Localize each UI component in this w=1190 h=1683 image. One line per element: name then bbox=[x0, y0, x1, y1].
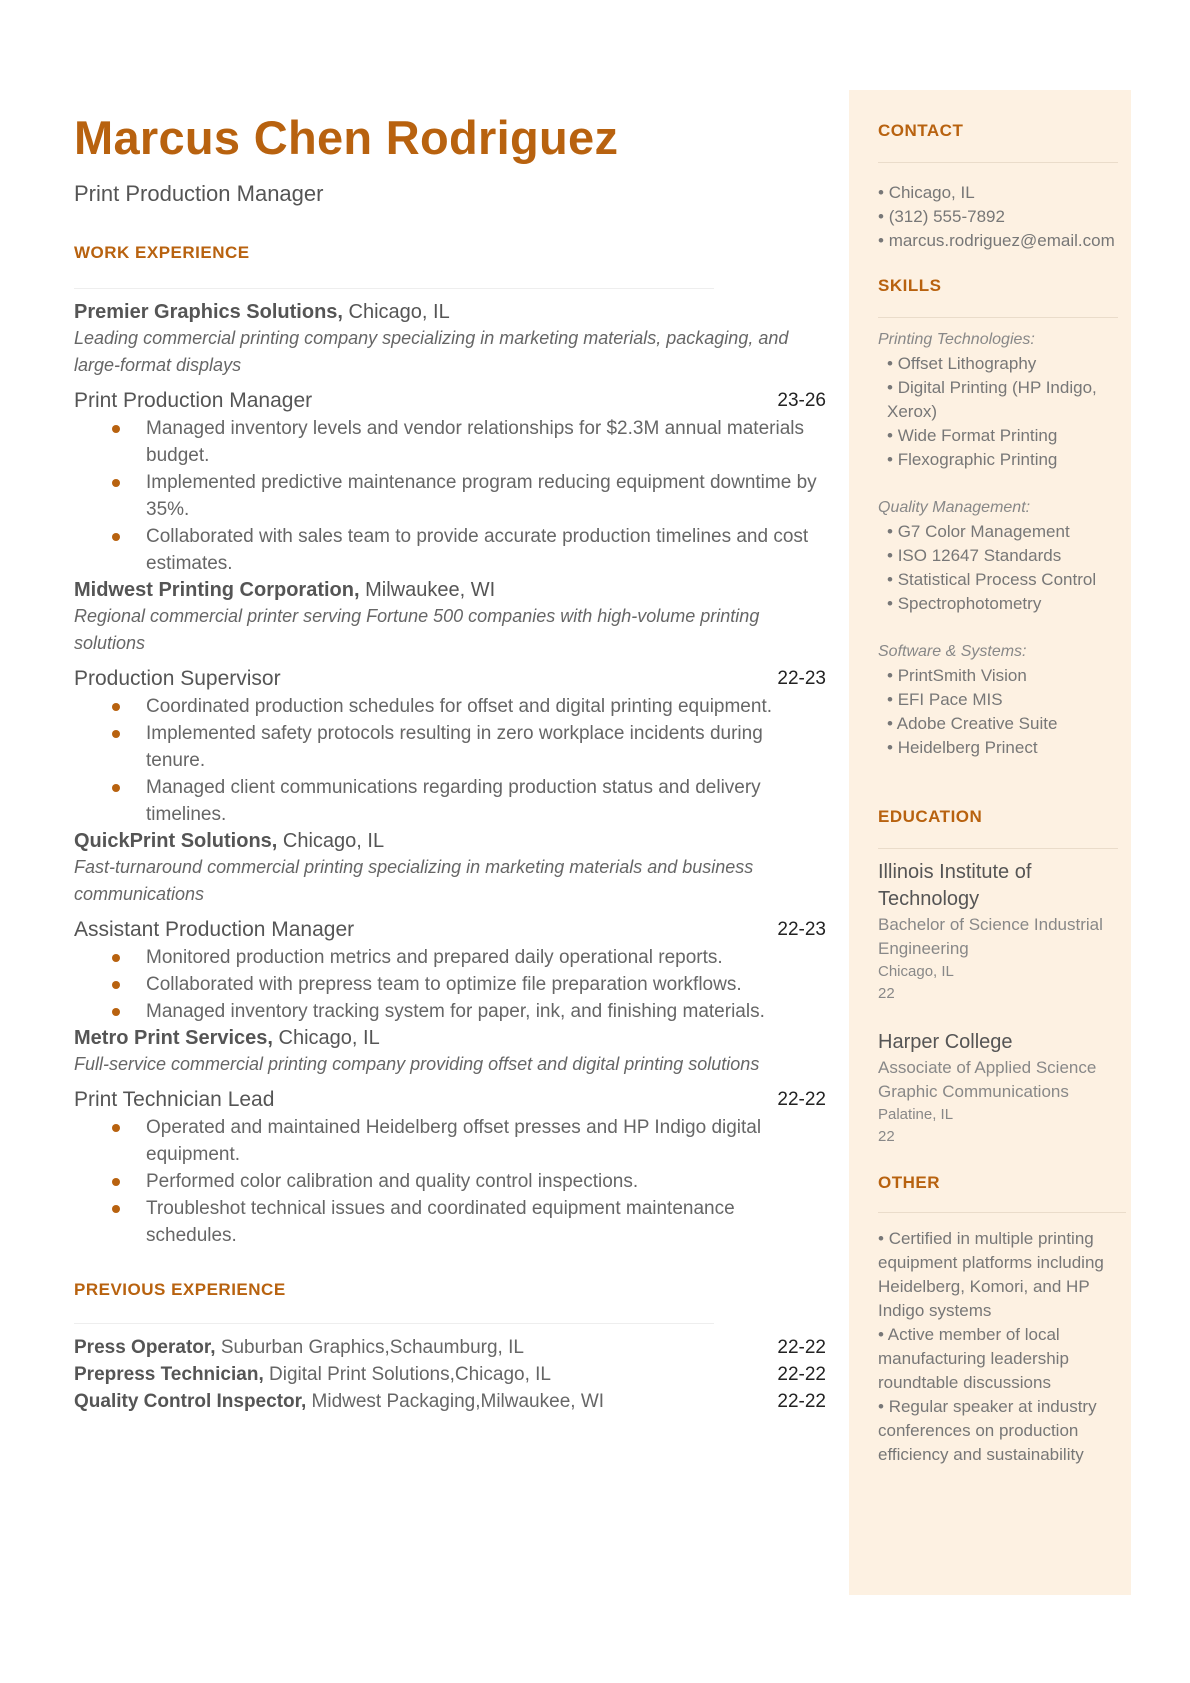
bullet-item: Collaborated with sales team to provide accurate production timelines and cost estimates. bbox=[74, 523, 826, 577]
job-bullets bbox=[74, 415, 826, 577]
bullet-item: Managed inventory levels and vendor relationships for $2.3M annual materials budget. bbox=[74, 415, 826, 469]
contact-list bbox=[878, 181, 1130, 253]
education-year: 22 bbox=[878, 1128, 895, 1145]
job-title: Production Supervisor bbox=[74, 667, 281, 690]
company-line bbox=[74, 1025, 826, 1051]
previous-detail: Digital Print Solutions,Chicago, IL bbox=[269, 1364, 551, 1385]
bullet-item: Operated and maintained Heidelberg offset presses and HP Indigo digital equipment. bbox=[74, 1114, 826, 1168]
bullet-dot-icon bbox=[112, 784, 120, 792]
job-entry bbox=[74, 1025, 826, 1249]
company-description: Regional commercial printer serving Fortune 500 companies with high-volume printing solutions bbox=[74, 606, 760, 653]
company-location: Milwaukee, WI bbox=[365, 579, 496, 601]
company-description: Leading commercial printing company specializing in marketing materials, packaging, and large-format displays bbox=[74, 328, 789, 375]
skill-item: • Spectrophotometry bbox=[887, 594, 1042, 613]
company-description: Full-service commercial printing company providing offset and digital printing solutions bbox=[74, 1054, 760, 1074]
skill-list bbox=[878, 520, 1130, 616]
company-name: Midwest Printing Corporation, bbox=[74, 579, 360, 601]
bullet-dot-icon bbox=[112, 1205, 120, 1213]
candidate-title: Print Production Manager bbox=[74, 181, 324, 206]
education-school: Harper College bbox=[878, 1031, 1013, 1053]
skill-item: • Offset Lithography bbox=[887, 354, 1037, 373]
job-dates: 22-23 bbox=[777, 668, 826, 689]
job-title-row bbox=[74, 1086, 826, 1114]
education-heading: EDUCATION bbox=[878, 807, 983, 826]
skill-item: • Heidelberg Prinect bbox=[887, 738, 1038, 757]
skill-category: Software & Systems: bbox=[878, 643, 1027, 660]
previous-role-row bbox=[74, 1388, 826, 1415]
job-dates: 22-22 bbox=[777, 1089, 826, 1110]
previous-detail: Suburban Graphics,Schaumburg, IL bbox=[220, 1337, 524, 1358]
job-title: Print Technician Lead bbox=[74, 1088, 275, 1111]
skill-item: • Wide Format Printing bbox=[887, 426, 1058, 445]
skill-category: Printing Technologies: bbox=[878, 331, 1035, 348]
bullet-dot-icon bbox=[112, 730, 120, 738]
job-dates: 23-26 bbox=[777, 390, 826, 411]
previous-experience-heading: PREVIOUS EXPERIENCE bbox=[74, 1280, 286, 1299]
divider bbox=[878, 317, 1118, 318]
company-location: Chicago, IL bbox=[348, 301, 450, 323]
job-entry bbox=[74, 828, 826, 1025]
company-location: Chicago, IL bbox=[282, 830, 385, 852]
bullet-dot-icon bbox=[112, 533, 120, 541]
skill-list bbox=[878, 664, 1130, 760]
bullet-item: Performed color calibration and quality control inspections. bbox=[74, 1168, 826, 1195]
skill-item: • ISO 12647 Standards bbox=[887, 546, 1062, 565]
bullet-item: Implemented predictive maintenance program reducing equipment downtime by 35%. bbox=[74, 469, 826, 523]
candidate-name: Marcus Chen Rodriguez bbox=[74, 111, 619, 164]
other-list bbox=[878, 1227, 1130, 1467]
company-name: Premier Graphics Solutions, bbox=[74, 301, 343, 323]
divider bbox=[878, 1212, 1126, 1213]
bullet-item: Collaborated with prepress team to optimize file preparation workflows. bbox=[74, 971, 826, 998]
education-location: Palatine, IL bbox=[878, 1106, 954, 1123]
bullet-item: Managed inventory tracking system for paper, ink, and finishing materials. bbox=[74, 998, 826, 1025]
contact-phone[interactable]: • (312) 555-7892 bbox=[878, 207, 1005, 226]
bullet-dot-icon bbox=[112, 1124, 120, 1132]
previous-role: Press Operator, bbox=[74, 1337, 216, 1358]
previous-detail: Midwest Packaging,Milwaukee, WI bbox=[311, 1391, 605, 1412]
other-heading: OTHER bbox=[878, 1173, 940, 1192]
main-column bbox=[74, 110, 826, 1415]
company-line bbox=[74, 577, 826, 603]
bullet-dot-icon bbox=[112, 425, 120, 433]
divider bbox=[878, 162, 1118, 163]
skill-item: • PrintSmith Vision bbox=[887, 666, 1027, 685]
bullet-dot-icon bbox=[112, 981, 120, 989]
bullet-dot-icon bbox=[112, 703, 120, 711]
bullet-item: Managed client communications regarding production status and delivery timelines. bbox=[74, 774, 826, 828]
company-line bbox=[74, 828, 826, 854]
skill-item: • Adobe Creative Suite bbox=[887, 714, 1058, 733]
previous-role: Quality Control Inspector, bbox=[74, 1391, 307, 1412]
education-school: Illinois Institute of Technology bbox=[878, 861, 1032, 910]
job-entry bbox=[74, 299, 826, 577]
job-title-row bbox=[74, 387, 826, 415]
company-name: QuickPrint Solutions, bbox=[74, 830, 278, 852]
work-experience-heading: WORK EXPERIENCE bbox=[74, 243, 250, 262]
bullet-dot-icon bbox=[112, 954, 120, 962]
company-description: Fast-turnaround commercial printing specializing in marketing materials and business communications bbox=[74, 857, 754, 904]
job-bullets bbox=[74, 944, 826, 1025]
bullet-item: Implemented safety protocols resulting in zero workplace incidents during tenure. bbox=[74, 720, 826, 774]
bullet-dot-icon bbox=[112, 1008, 120, 1016]
other-item: • Regular speaker at industry conferences on production efficiency and sustainability bbox=[878, 1397, 1097, 1464]
job-title-row bbox=[74, 665, 826, 693]
job-entry bbox=[74, 577, 826, 828]
skill-item: • EFI Pace MIS bbox=[887, 690, 1003, 709]
company-name: Metro Print Services, bbox=[74, 1027, 273, 1049]
education-year: 22 bbox=[878, 985, 895, 1002]
job-bullets bbox=[74, 1114, 826, 1249]
skills-heading: SKILLS bbox=[878, 276, 942, 295]
education-entry bbox=[878, 1029, 1130, 1148]
skill-item: • G7 Color Management bbox=[887, 522, 1070, 541]
job-title-row bbox=[74, 916, 826, 944]
other-item: • Active member of local manufacturing leadership roundtable discussions bbox=[878, 1325, 1069, 1392]
contact-heading: CONTACT bbox=[878, 121, 964, 140]
bullet-dot-icon bbox=[112, 1178, 120, 1186]
divider bbox=[74, 288, 714, 289]
skill-item: • Flexographic Printing bbox=[887, 450, 1058, 469]
other-item: • Certified in multiple printing equipment platforms including Heidelberg, Komori, and HP Indigo systems bbox=[878, 1229, 1104, 1320]
skill-category: Quality Management: bbox=[878, 499, 1031, 516]
previous-role-row bbox=[74, 1361, 826, 1388]
job-title: Assistant Production Manager bbox=[74, 918, 355, 941]
previous-role: Prepress Technician, bbox=[74, 1364, 264, 1385]
education-location: Chicago, IL bbox=[878, 963, 954, 980]
bullet-item: Coordinated production schedules for offset and digital printing equipment. bbox=[74, 693, 826, 720]
divider bbox=[74, 1323, 714, 1324]
company-location: Chicago, IL bbox=[278, 1027, 380, 1049]
bullet-dot-icon bbox=[112, 479, 120, 487]
divider bbox=[878, 848, 1118, 849]
previous-dates: 22-22 bbox=[777, 1337, 826, 1358]
job-bullets bbox=[74, 693, 826, 828]
previous-role-row bbox=[74, 1334, 826, 1361]
education-degree: Associate of Applied Science Graphic Communications bbox=[878, 1058, 1097, 1101]
contact-email[interactable]: • marcus.rodriguez@email.com bbox=[878, 231, 1115, 250]
previous-dates: 22-22 bbox=[777, 1364, 826, 1385]
company-line bbox=[74, 299, 826, 325]
contact-location: • Chicago, IL bbox=[878, 183, 975, 202]
bullet-item: Troubleshot technical issues and coordinated equipment maintenance schedules. bbox=[74, 1195, 826, 1249]
job-title: Print Production Manager bbox=[74, 389, 313, 412]
education-degree: Bachelor of Science Industrial Engineering bbox=[878, 915, 1103, 958]
education-entry bbox=[878, 859, 1130, 1005]
skill-item: • Statistical Process Control bbox=[887, 570, 1097, 589]
bullet-item: Monitored production metrics and prepared daily operational reports. bbox=[74, 944, 826, 971]
skill-list bbox=[878, 352, 1130, 472]
skill-item: • Digital Printing (HP Indigo, Xerox) bbox=[887, 378, 1097, 421]
previous-dates: 22-22 bbox=[777, 1391, 826, 1412]
sidebar bbox=[849, 90, 1131, 1595]
job-dates: 22-23 bbox=[777, 919, 826, 940]
sidebar-content bbox=[878, 90, 1130, 1467]
